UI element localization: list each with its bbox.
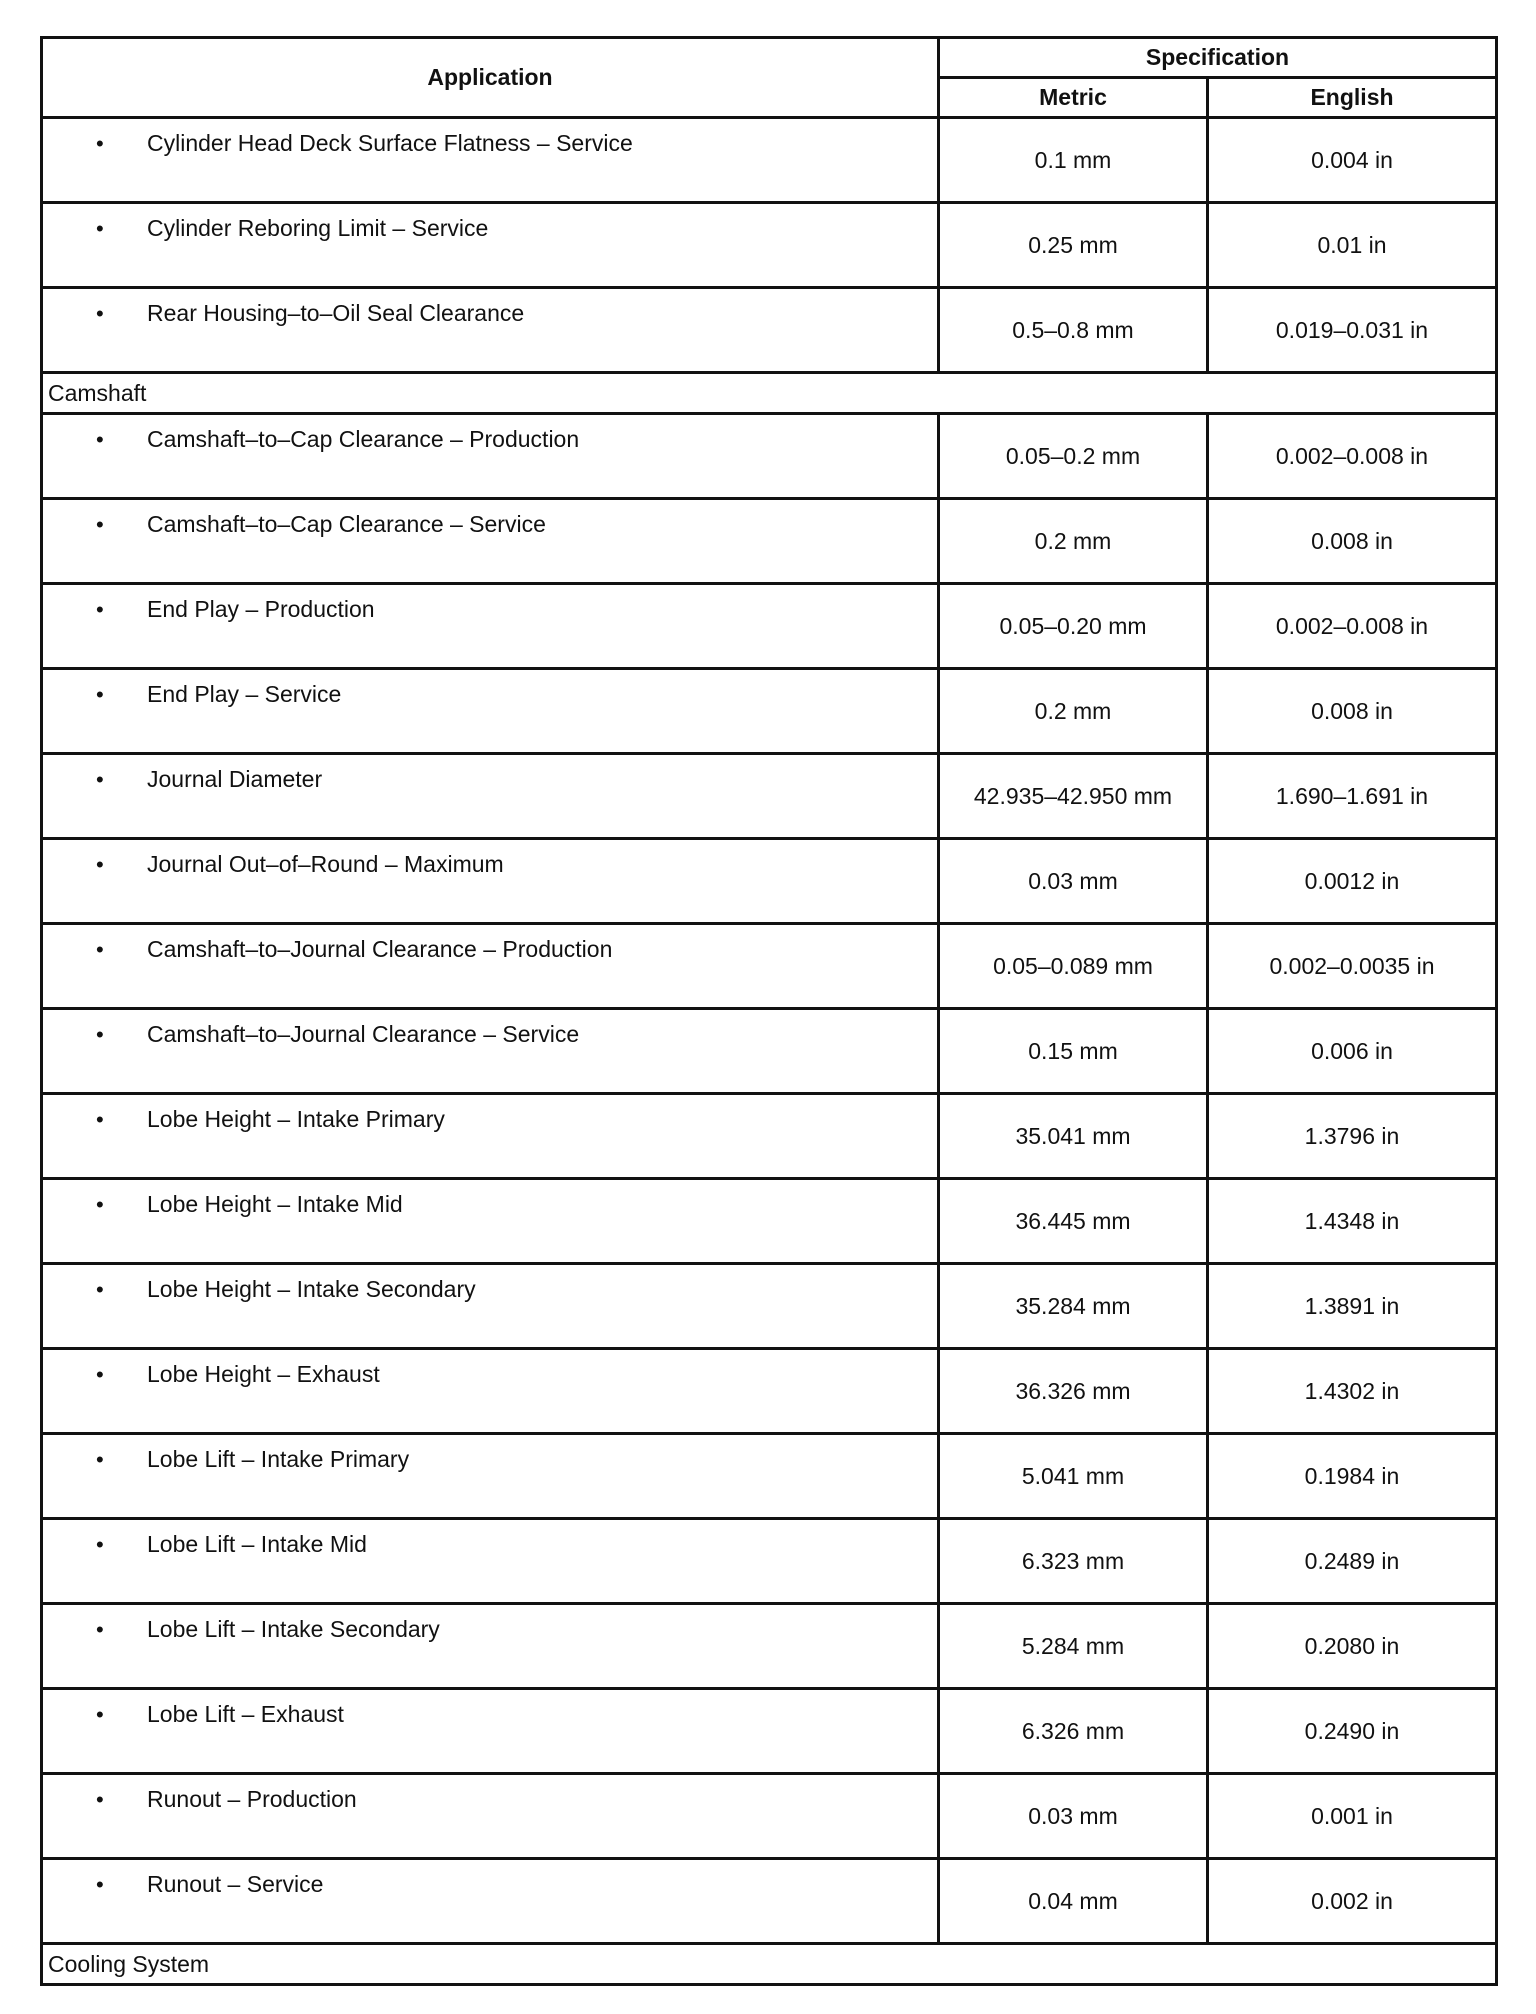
bullet-icon: • <box>96 301 104 326</box>
application-label: Rear Housing–to–Oil Seal Clearance <box>147 300 525 326</box>
metric-value: 0.15 mm <box>939 1009 1208 1094</box>
bullet-icon: • <box>96 1192 104 1217</box>
application-cell <box>42 288 939 373</box>
bullet-icon: • <box>96 1022 104 1047</box>
bullet-icon: • <box>96 1277 104 1302</box>
application-cell <box>42 1349 939 1434</box>
specification-table <box>40 36 1498 1986</box>
application-cell <box>42 1434 939 1519</box>
application-cell <box>42 839 939 924</box>
bullet-icon: • <box>96 1532 104 1557</box>
header-specification: Specification <box>939 38 1497 78</box>
metric-value: 0.03 mm <box>939 1774 1208 1859</box>
english-value: 0.008 in <box>1208 669 1497 754</box>
table-row <box>42 1094 1497 1179</box>
table-row <box>42 669 1497 754</box>
metric-value: 0.05–0.20 mm <box>939 584 1208 669</box>
bullet-icon: • <box>96 767 104 792</box>
english-value: 0.019–0.031 in <box>1208 288 1497 373</box>
table-row <box>42 1179 1497 1264</box>
english-value: 0.002 in <box>1208 1859 1497 1944</box>
application-label: Camshaft–to–Journal Clearance – Production <box>147 936 613 962</box>
application-cell <box>42 1094 939 1179</box>
application-label: Lobe Height – Intake Primary <box>147 1106 445 1132</box>
metric-value: 36.326 mm <box>939 1349 1208 1434</box>
application-label: End Play – Service <box>147 681 342 707</box>
english-value: 0.001 in <box>1208 1774 1497 1859</box>
metric-value: 0.5–0.8 mm <box>939 288 1208 373</box>
table-row <box>42 754 1497 839</box>
metric-value: 42.935–42.950 mm <box>939 754 1208 839</box>
table-row <box>42 1859 1497 1944</box>
application-cell <box>42 1859 939 1944</box>
metric-value: 0.2 mm <box>939 669 1208 754</box>
application-cell <box>42 1009 939 1094</box>
metric-value: 0.05–0.089 mm <box>939 924 1208 1009</box>
bullet-icon: • <box>96 1447 104 1472</box>
table-row <box>42 1689 1497 1774</box>
metric-value: 0.1 mm <box>939 118 1208 203</box>
application-cell <box>42 499 939 584</box>
metric-value: 0.03 mm <box>939 839 1208 924</box>
table-row <box>42 1434 1497 1519</box>
application-label: Camshaft–to–Cap Clearance – Production <box>147 426 580 452</box>
metric-value: 0.2 mm <box>939 499 1208 584</box>
bullet-icon: • <box>96 682 104 707</box>
english-value: 0.0012 in <box>1208 839 1497 924</box>
application-cell <box>42 924 939 1009</box>
english-value: 1.4302 in <box>1208 1349 1497 1434</box>
metric-value: 35.041 mm <box>939 1094 1208 1179</box>
table-row <box>42 1519 1497 1604</box>
english-value: 0.2490 in <box>1208 1689 1497 1774</box>
metric-value: 5.041 mm <box>939 1434 1208 1519</box>
application-cell <box>42 1179 939 1264</box>
table-row <box>42 584 1497 669</box>
english-value: 0.01 in <box>1208 203 1497 288</box>
english-value: 0.2080 in <box>1208 1604 1497 1689</box>
application-label: Lobe Lift – Exhaust <box>147 1701 344 1727</box>
table-row <box>42 1349 1497 1434</box>
metric-value: 6.323 mm <box>939 1519 1208 1604</box>
application-cell <box>42 1264 939 1349</box>
bullet-icon: • <box>96 131 104 156</box>
metric-value: 0.04 mm <box>939 1859 1208 1944</box>
section-title: Cooling System <box>42 1944 1497 1985</box>
bullet-icon: • <box>96 1107 104 1132</box>
application-label: Lobe Height – Intake Secondary <box>147 1276 476 1302</box>
bullet-icon: • <box>96 1617 104 1642</box>
table-row <box>42 203 1497 288</box>
bullet-icon: • <box>96 512 104 537</box>
application-label: Journal Diameter <box>147 766 323 792</box>
section-row <box>42 373 1497 414</box>
english-value: 1.3796 in <box>1208 1094 1497 1179</box>
table-row <box>42 924 1497 1009</box>
english-value: 0.1984 in <box>1208 1434 1497 1519</box>
application-label: Lobe Lift – Intake Primary <box>147 1446 410 1472</box>
header-application: Application <box>42 38 939 118</box>
english-value: 1.4348 in <box>1208 1179 1497 1264</box>
bullet-icon: • <box>96 1872 104 1897</box>
application-label: Lobe Height – Intake Mid <box>147 1191 403 1217</box>
header-english: English <box>1208 78 1497 118</box>
bullet-icon: • <box>96 1702 104 1727</box>
application-cell <box>42 414 939 499</box>
application-label: Journal Out–of–Round – Maximum <box>147 851 504 877</box>
english-value: 1.3891 in <box>1208 1264 1497 1349</box>
application-cell <box>42 584 939 669</box>
english-value: 0.006 in <box>1208 1009 1497 1094</box>
table-row <box>42 839 1497 924</box>
metric-value: 0.25 mm <box>939 203 1208 288</box>
bullet-icon: • <box>96 597 104 622</box>
table-row <box>42 1774 1497 1859</box>
table-row <box>42 288 1497 373</box>
application-label: Camshaft–to–Journal Clearance – Service <box>147 1021 580 1047</box>
application-cell <box>42 669 939 754</box>
english-value: 0.002–0.0035 in <box>1208 924 1497 1009</box>
table-row <box>42 1264 1497 1349</box>
application-label: Runout – Production <box>147 1786 357 1812</box>
application-label: Cylinder Head Deck Surface Flatness – Service <box>147 130 633 156</box>
bullet-icon: • <box>96 1787 104 1812</box>
english-value: 0.002–0.008 in <box>1208 414 1497 499</box>
application-cell <box>42 1774 939 1859</box>
application-cell <box>42 1604 939 1689</box>
application-cell <box>42 1519 939 1604</box>
application-label: Camshaft–to–Cap Clearance – Service <box>147 511 546 537</box>
english-value: 0.002–0.008 in <box>1208 584 1497 669</box>
table-row <box>42 499 1497 584</box>
application-cell <box>42 203 939 288</box>
english-value: 0.004 in <box>1208 118 1497 203</box>
table-row <box>42 118 1497 203</box>
english-value: 0.008 in <box>1208 499 1497 584</box>
table-row <box>42 1604 1497 1689</box>
section-title: Camshaft <box>42 373 1497 414</box>
bullet-icon: • <box>96 427 104 452</box>
application-label: Runout – Service <box>147 1871 324 1897</box>
bullet-icon: • <box>96 1362 104 1387</box>
bullet-icon: • <box>96 852 104 877</box>
metric-value: 6.326 mm <box>939 1689 1208 1774</box>
header-metric: Metric <box>939 78 1208 118</box>
application-label: Cylinder Reboring Limit – Service <box>147 215 489 241</box>
metric-value: 35.284 mm <box>939 1264 1208 1349</box>
metric-value: 36.445 mm <box>939 1179 1208 1264</box>
application-cell <box>42 754 939 839</box>
application-label: Lobe Height – Exhaust <box>147 1361 380 1387</box>
application-cell <box>42 1689 939 1774</box>
table-row <box>42 1009 1497 1094</box>
table-body <box>42 118 1497 1985</box>
bullet-icon: • <box>96 937 104 962</box>
application-label: Lobe Lift – Intake Mid <box>147 1531 367 1557</box>
english-value: 0.2489 in <box>1208 1519 1497 1604</box>
metric-value: 5.284 mm <box>939 1604 1208 1689</box>
english-value: 1.690–1.691 in <box>1208 754 1497 839</box>
application-label: Lobe Lift – Intake Secondary <box>147 1616 440 1642</box>
table-row <box>42 414 1497 499</box>
application-label: End Play – Production <box>147 596 375 622</box>
application-cell <box>42 118 939 203</box>
metric-value: 0.05–0.2 mm <box>939 414 1208 499</box>
table-header <box>42 38 1497 118</box>
bullet-icon: • <box>96 216 104 241</box>
section-row <box>42 1944 1497 1985</box>
